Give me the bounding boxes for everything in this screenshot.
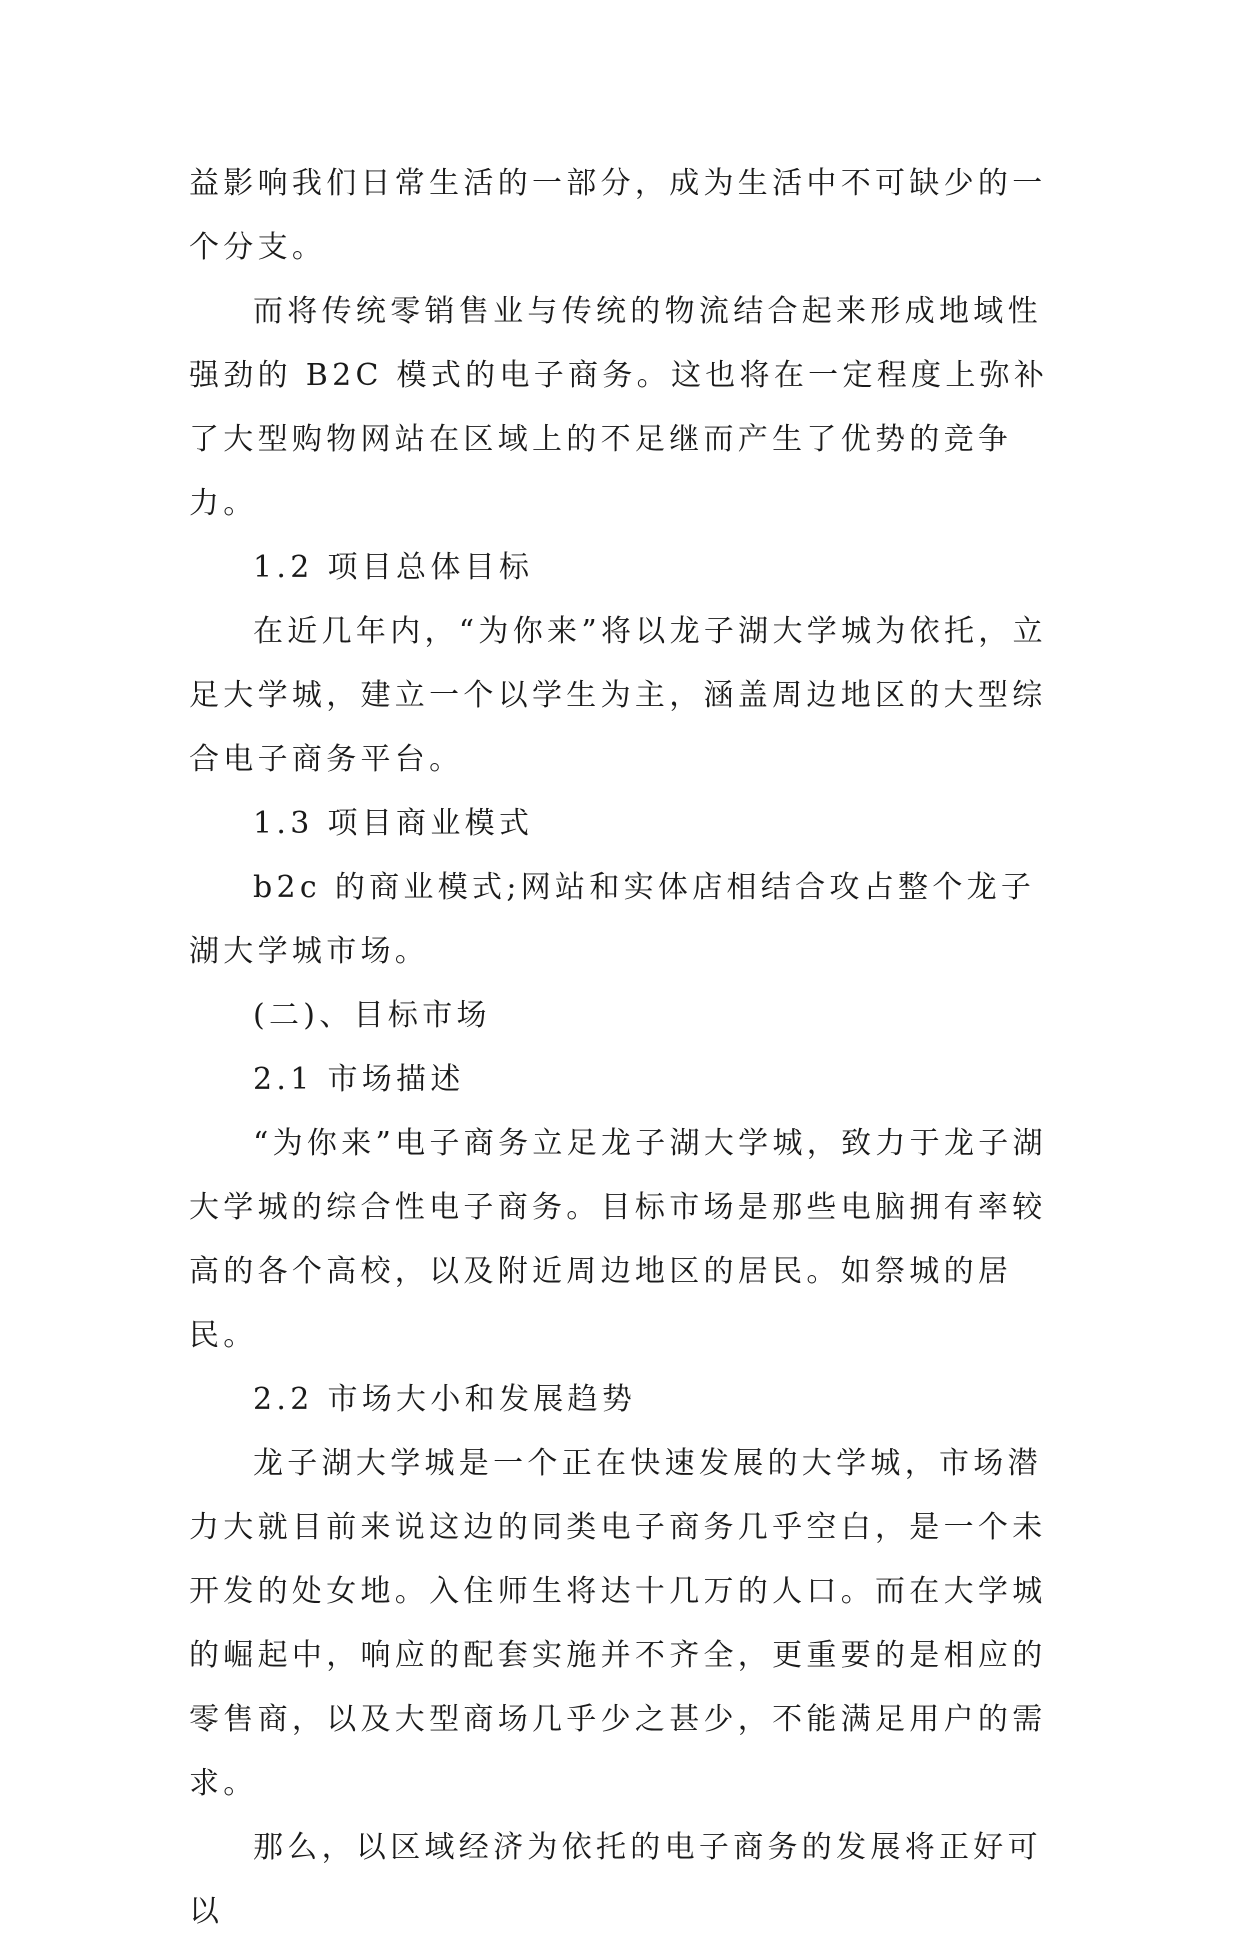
paragraph-business-model: b2c 的商业模式;网站和实体店相结合攻占整个龙子湖大学城市场。	[189, 870, 1036, 969]
heading-section-2: (二)、目标市场	[253, 998, 491, 1033]
paragraph-market-description: “为你来”电子商务立足龙子湖大学城，致力于龙子湖大学城的综合性电子商务。目标市场是那些电脑拥有率较高的各个高校，以及附近周边地区的居民。如祭城的居民。	[189, 1126, 1047, 1353]
heading-1-2: 1.2 项目总体目标	[253, 550, 534, 585]
paragraph-continued: 益影响我们日常生活的一部分，成为生活中不可缺少的一个分支。	[189, 166, 1047, 265]
paragraph-overall-goal: 在近几年内，“为你来”将以龙子湖大学城为依托，立足大学城，建立一个以学生为主，涵盖周边地区的大型综合电子商务平台。	[189, 614, 1047, 777]
paragraph-closing: 那么，以区域经济为依托的电子商务的发展将正好可以	[189, 1830, 1042, 1929]
heading-2-1: 2.1 市场描述	[253, 1062, 465, 1097]
paragraph-b2c-model: 而将传统零销售业与传统的物流结合起来形成地域性强劲的 B2C 模式的电子商务。这也将在一定程度上弥补了大型购物网站在区域上的不足继而产生了优势的竞争力。	[189, 294, 1049, 521]
paragraph-market-size: 龙子湖大学城是一个正在快速发展的大学城，市场潜力大就目前来说这边的同类电子商务几乎空白，是一个未开发的处女地。入住师生将达十几万的人口。而在大学城的崛起中，响应的配套实施并不齐全，更重要的是相应的零售商，以及大型商场几乎少之甚少，不能满足用户的需求。	[189, 1446, 1047, 1801]
heading-2-2: 2.2 市场大小和发展趋势	[253, 1382, 637, 1417]
heading-1-3: 1.3 项目商业模式	[253, 806, 534, 841]
document-body	[189, 152, 1059, 1944]
